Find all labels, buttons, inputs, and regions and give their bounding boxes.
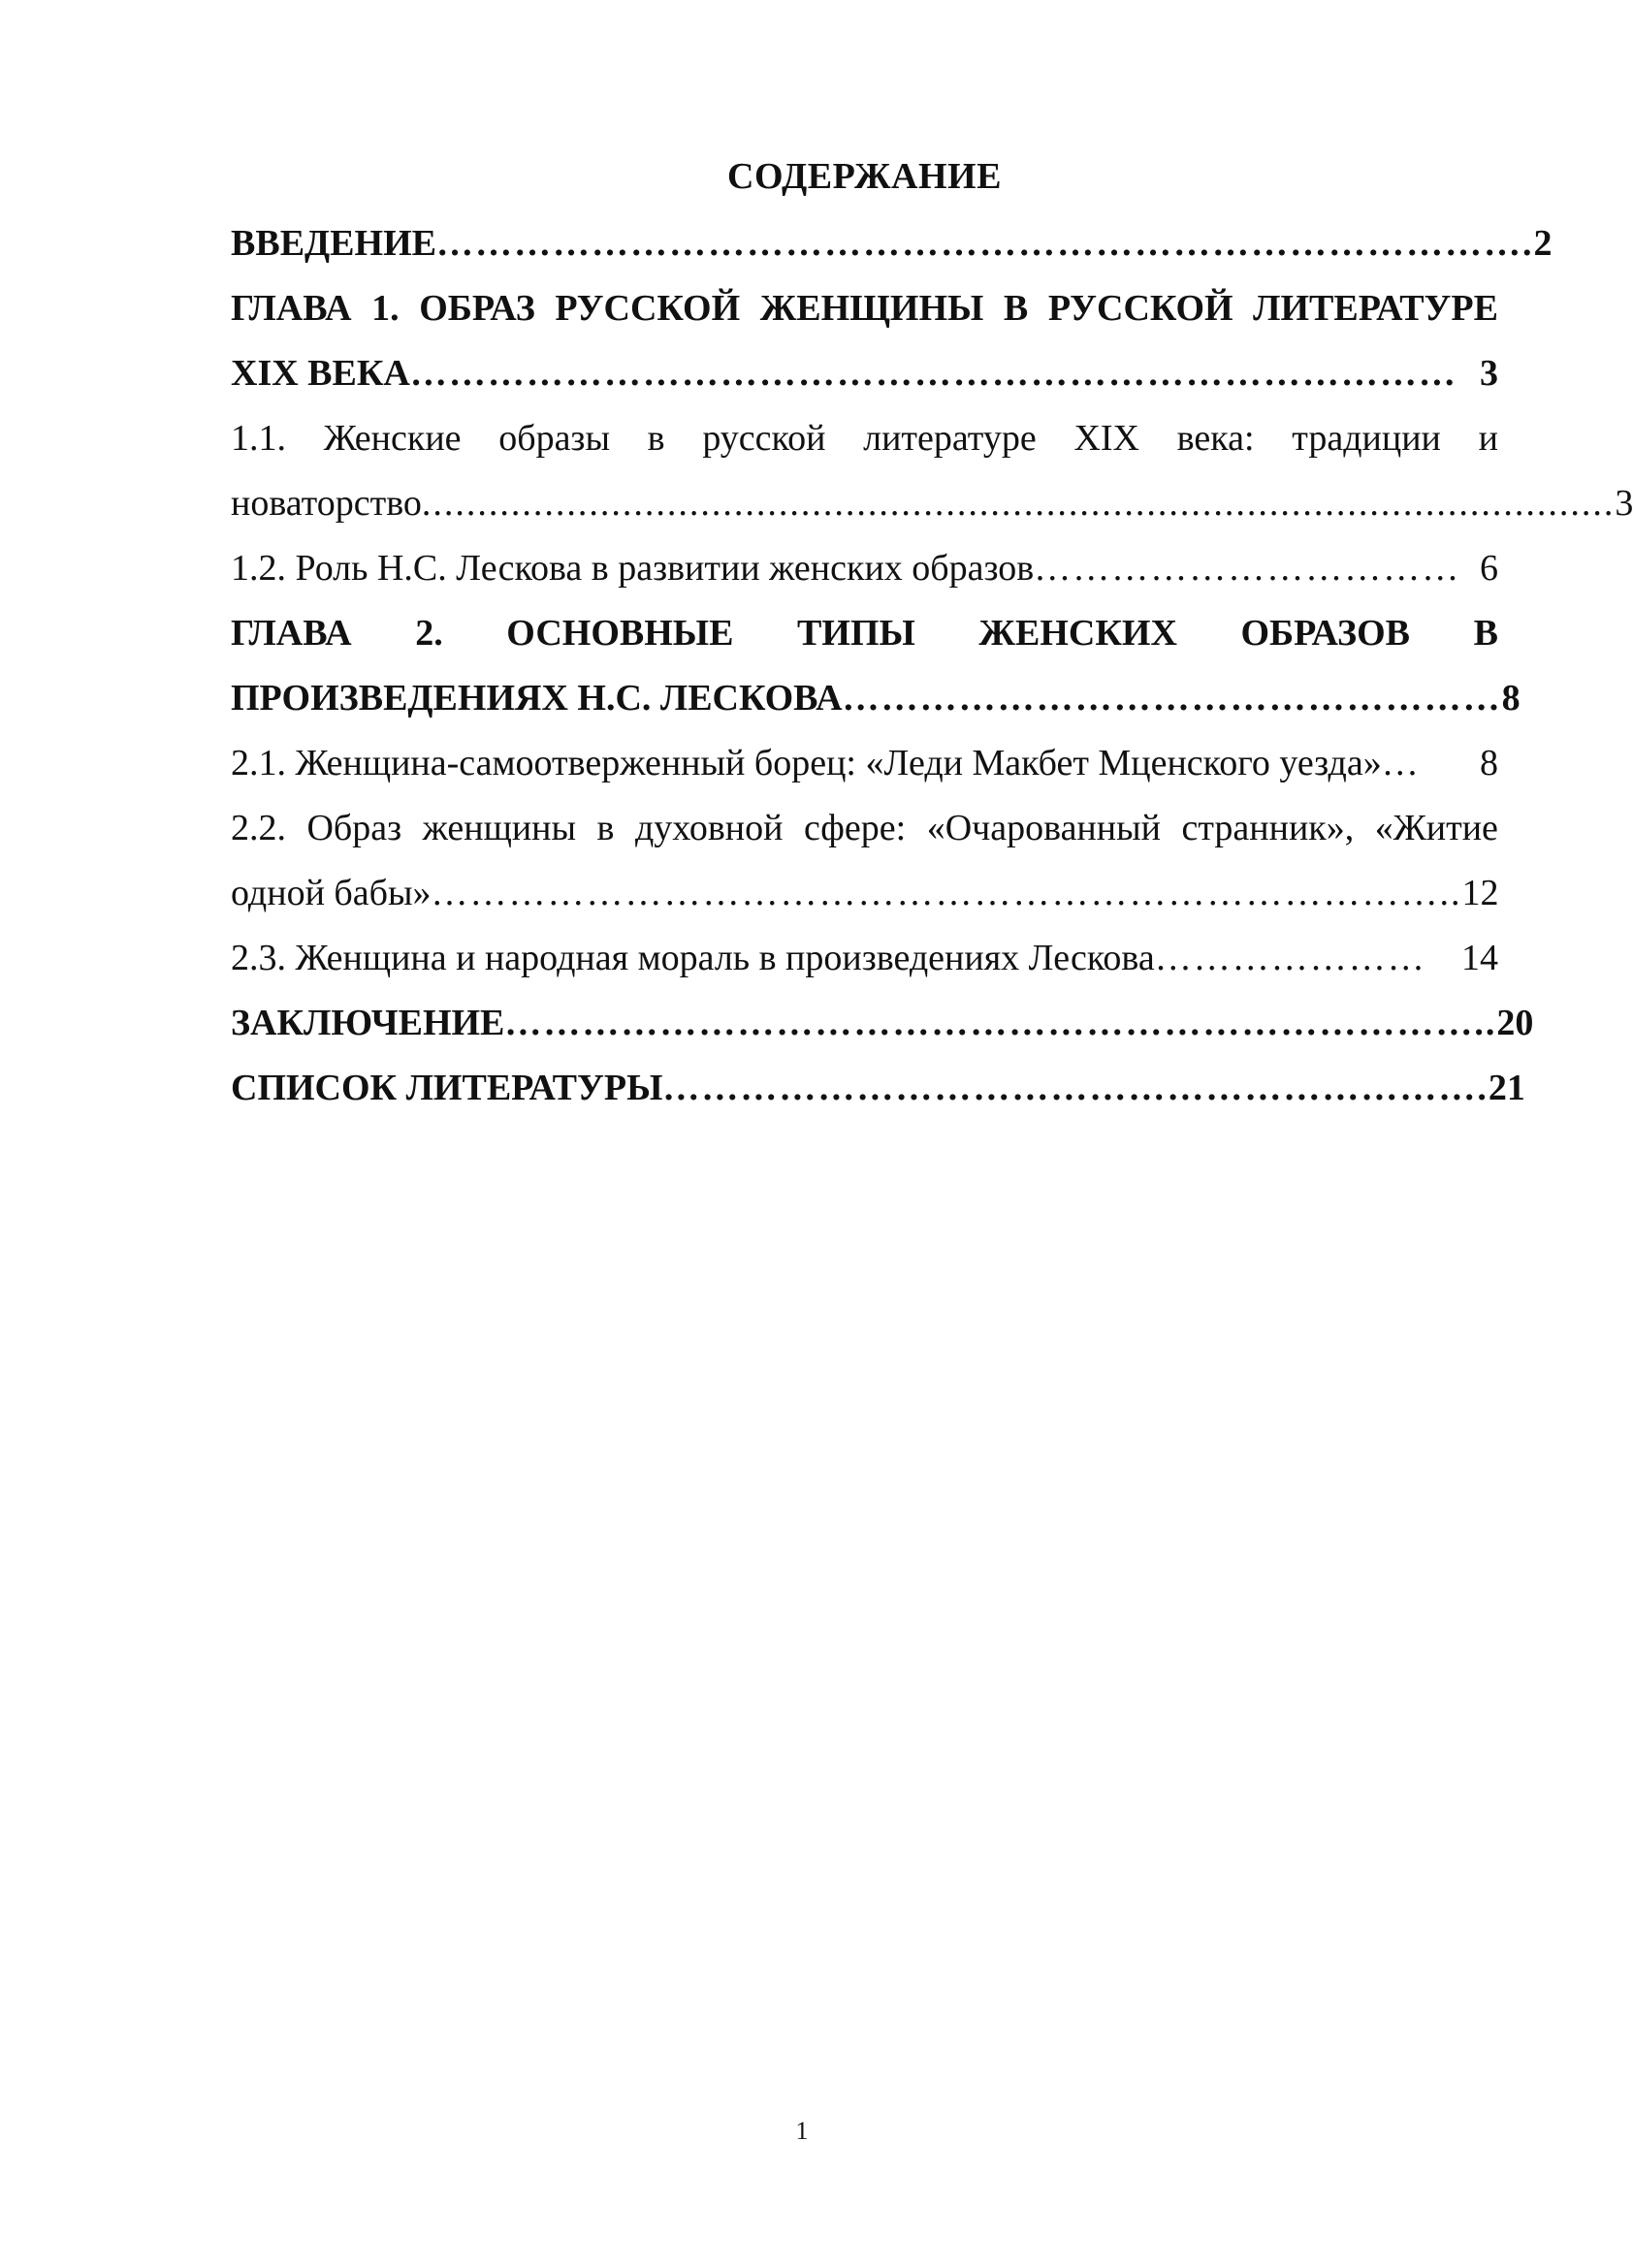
toc-entry-line [231, 796, 1498, 861]
toc-page-ref: 14 [1461, 938, 1498, 978]
toc-word: «Житие [1374, 808, 1498, 848]
toc-word: 1. [371, 288, 400, 329]
toc-entry-title: новаторство [231, 483, 422, 524]
toc-entry-title: ЗАКЛЮЧЕНИЕ [231, 1003, 505, 1043]
toc-page-ref: 20 [1496, 1003, 1534, 1043]
toc-entry-line [231, 406, 1498, 471]
toc-word: ТИПЫ [797, 613, 915, 654]
toc-word: в [596, 808, 615, 848]
toc-word: Женские [323, 418, 462, 459]
toc-word: XIX [1073, 418, 1139, 459]
toc-entry-line [231, 276, 1498, 341]
toc-word: ОСНОВНЫЕ [506, 613, 734, 654]
toc-entry-title: 1.2. Роль Н.С. Лескова в развитии женских образов [231, 548, 1035, 589]
toc-page-ref: 8 [1480, 743, 1498, 783]
toc-leader-dots: …………………………………………………………………….. [431, 873, 1462, 913]
toc-entry-chapter-2[interactable] [231, 601, 1521, 731]
toc-entry-line [231, 731, 1498, 796]
toc-word: духовной [634, 808, 784, 848]
toc-entry-title: ПРОИЗВЕДЕНИЯХ Н.С. ЛЕСКОВА [231, 678, 843, 719]
toc-word: РУССКОЙ [555, 288, 741, 329]
toc-leader-dots: ………………………………………………………. [662, 1068, 1489, 1108]
toc-page-ref: 21 [1488, 1068, 1525, 1108]
page-number: 1 [795, 2117, 809, 2145]
toc-entry-title: XIX ВЕКА [231, 353, 410, 394]
toc-word: ГЛАВА [231, 613, 352, 654]
toc-leader-dots: …………………………………………… [842, 678, 1502, 719]
toc-entries [231, 211, 1633, 1121]
toc-leader-dots: ........................................................................................................... [421, 483, 1616, 524]
toc-word: 1.1. [231, 418, 286, 459]
toc-entry-title: 2.1. Женщина-самоотверженный борец: «Леди Макбет Мценского уезда» [231, 743, 1382, 783]
toc-page-ref: 3 [1480, 353, 1498, 394]
toc-leader-dots: ……………………………………………………………………… [409, 353, 1457, 394]
toc-word: странник», [1181, 808, 1355, 848]
toc-leader-dots: …………………………… [1034, 548, 1461, 589]
toc-word: века: [1176, 418, 1255, 459]
toc-word: ГЛАВА [231, 288, 352, 329]
toc-entry-section-1-1[interactable] [231, 406, 1633, 536]
toc-word: Образ [306, 808, 402, 848]
toc-entry-section-2-1[interactable] [231, 731, 1498, 796]
toc-entry-line [231, 861, 1498, 926]
toc-word: 2. [415, 613, 443, 654]
toc-word: традиции [1292, 418, 1441, 459]
table-of-contents [231, 147, 1633, 1121]
toc-entry-line [231, 991, 1534, 1056]
toc-entry-line [231, 471, 1633, 536]
toc-word: РУССКОЙ [1047, 288, 1233, 329]
toc-leader-dots: …………………………………………………………………………. [436, 223, 1534, 264]
toc-word: ЛИТЕРАТУРЕ [1253, 288, 1498, 329]
toc-word: 2.2. [231, 808, 286, 848]
toc-entry-chapter-1[interactable] [231, 276, 1498, 406]
toc-entry-section-2-3[interactable] [231, 926, 1498, 991]
toc-entry-section-1-2[interactable] [231, 536, 1498, 601]
toc-page-ref: 3 [1615, 483, 1633, 524]
toc-entry-section-2-2[interactable] [231, 796, 1498, 926]
toc-entry-line [231, 601, 1498, 666]
toc-entry-line [231, 1056, 1525, 1121]
toc-entry-bibliography[interactable] [231, 1056, 1525, 1121]
toc-leader-dots: ………………… [1154, 938, 1426, 978]
toc-entry-title: ВВЕДЕНИЕ [231, 223, 436, 264]
toc-entry-title: СПИСОК ЛИТЕРАТУРЫ [231, 1068, 663, 1108]
toc-word: ЖЕНЩИНЫ [759, 288, 984, 329]
toc-page-ref: 8 [1501, 678, 1521, 719]
toc-word: в [647, 418, 665, 459]
toc-word: В [1003, 288, 1029, 329]
toc-word: литературе [863, 418, 1037, 459]
toc-word: русской [702, 418, 826, 459]
toc-entry-line [231, 211, 1553, 276]
toc-word: В [1473, 613, 1498, 654]
toc-page-ref: 6 [1480, 548, 1498, 589]
toc-word: ОБРАЗ [419, 288, 535, 329]
toc-word: сфере: [803, 808, 907, 848]
toc-word: ОБРАЗОВ [1240, 613, 1410, 654]
toc-leader-dots: … [1381, 743, 1421, 783]
toc-word: «Очарованный [926, 808, 1161, 848]
toc-entry-line [231, 536, 1498, 601]
toc-leader-dots: ………………………………………………………………….. [504, 1003, 1497, 1043]
toc-entry-line [231, 341, 1498, 406]
toc-entry-introduction[interactable] [231, 211, 1553, 276]
toc-word: образы [498, 418, 610, 459]
toc-entry-title: одной бабы» [231, 873, 432, 913]
toc-entry-line [231, 666, 1521, 731]
toc-word: женщины [422, 808, 577, 848]
toc-word: и [1478, 418, 1498, 459]
toc-word: ЖЕНСКИХ [978, 613, 1177, 654]
toc-entry-title: 2.3. Женщина и народная мораль в произведениях Лескова [231, 938, 1155, 978]
toc-title: СОДЕРЖАНИЕ [727, 156, 1002, 197]
toc-entry-line [231, 926, 1498, 991]
toc-entry-conclusion[interactable] [231, 991, 1534, 1056]
toc-page-ref: 12 [1461, 873, 1499, 913]
toc-page-ref: 2 [1533, 223, 1553, 264]
